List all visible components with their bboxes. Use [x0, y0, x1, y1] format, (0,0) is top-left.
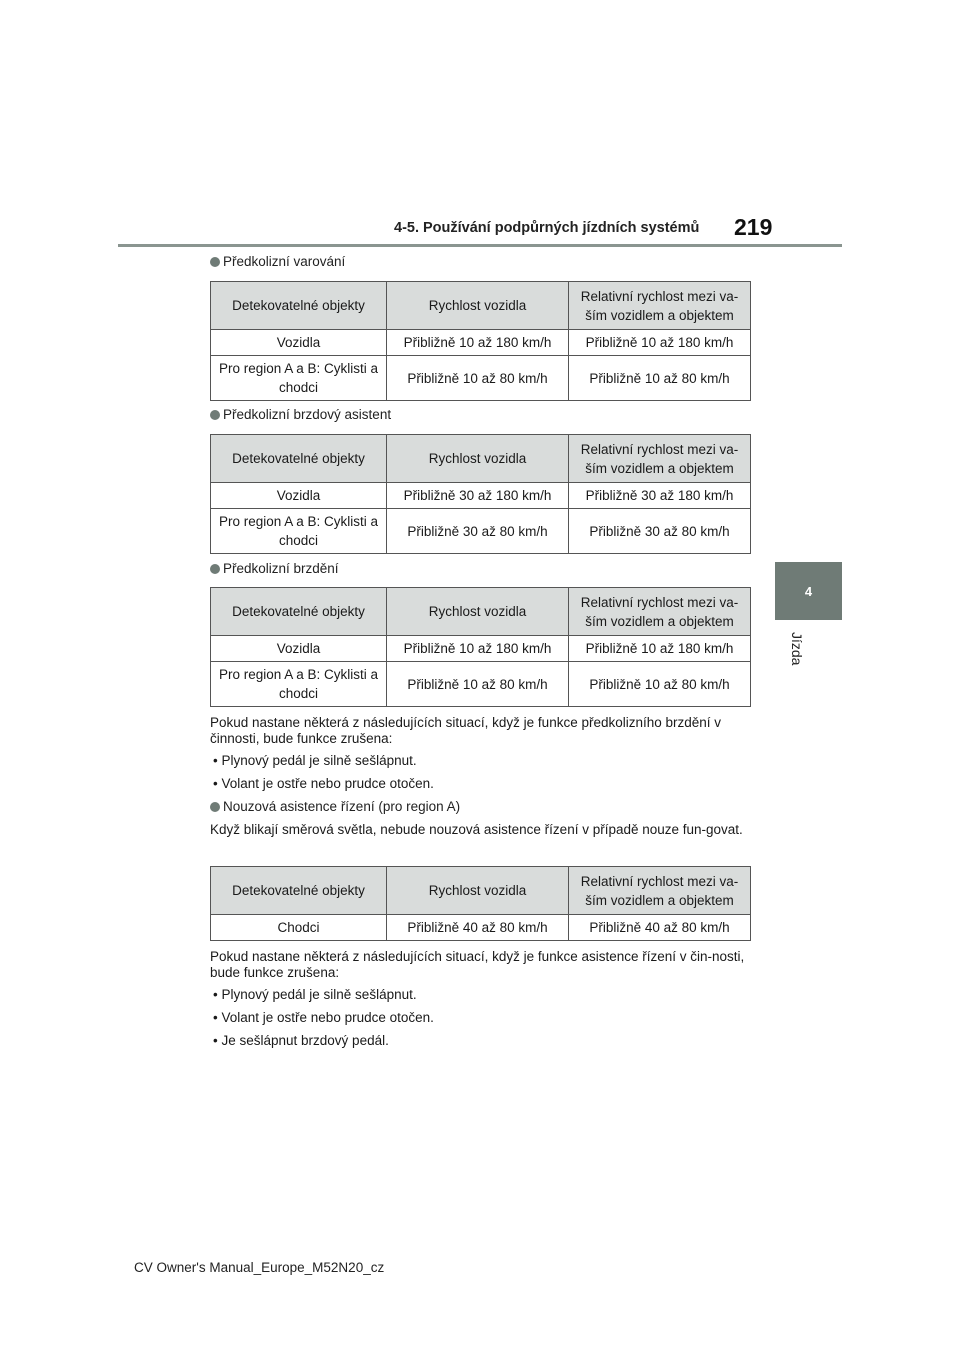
table-row: [211, 509, 751, 554]
section-heading-predkolizni-varovani: [210, 254, 345, 269]
cell-objects: Chodci: [211, 915, 387, 941]
cell-relative-speed: Přibližně 30 až 80 km/h: [569, 509, 751, 554]
section-heading-label: Předkolizní varování: [223, 254, 346, 269]
spec-table-brzdeni: [210, 587, 751, 707]
steering-cancel-intro: Pokud nastane některá z následujících situací, když je funkce asistence řízení v čin-nosti, bude funkce zrušena:: [210, 949, 745, 980]
section-heading-nouzova-asistence: [210, 799, 460, 814]
table-header-row: [211, 282, 751, 330]
list-item: • Je sešlápnut brzdový pedál.: [213, 1033, 389, 1048]
bullet-icon: [210, 257, 220, 267]
cell-vehicle-speed: Přibližně 30 až 80 km/h: [387, 509, 569, 554]
list-item-text: Volant je ostře nebo prudce otočen.: [221, 1010, 434, 1025]
footer-text: CV Owner's Manual_Europe_M52N20_cz: [134, 1260, 385, 1275]
section-heading-brzdovy-asistent: [210, 407, 391, 422]
chapter-tab: [775, 562, 842, 620]
cell-objects: Pro region A a B: Cyklisti a chodci: [211, 509, 387, 554]
table-row: [211, 915, 751, 941]
spec-table-brzdovy-asistent: [210, 434, 751, 554]
bullet-icon: [210, 802, 220, 812]
cell-vehicle-speed: Přibližně 30 až 180 km/h: [387, 483, 569, 509]
section-heading-label: Předkolizní brzdění: [223, 561, 339, 576]
table-header-row: [211, 435, 751, 483]
cell-objects: Vozidla: [211, 483, 387, 509]
list-item-text: Volant je ostře nebo prudce otočen.: [221, 776, 434, 791]
cell-relative-speed: Přibližně 10 až 180 km/h: [569, 636, 751, 662]
cell-relative-speed: Přibližně 10 až 180 km/h: [569, 330, 751, 356]
section-heading-predkolizni-brzdeni: [210, 561, 339, 576]
table-header-row: [211, 867, 751, 915]
cell-relative-speed: Přibližně 10 až 80 km/h: [569, 662, 751, 707]
header-vehicle-speed: Rychlost vozidla: [387, 867, 569, 915]
cell-vehicle-speed: Přibližně 10 až 180 km/h: [387, 330, 569, 356]
header-objects: Detekovatelné objekty: [211, 435, 387, 483]
header-vehicle-speed: Rychlost vozidla: [387, 282, 569, 330]
header-relative-speed: Relativní rychlost mezi va-ším vozidlem a objektem: [569, 282, 751, 330]
header-relative-speed: Relativní rychlost mezi va-ším vozidlem a objektem: [569, 867, 751, 915]
bullet-icon: [210, 410, 220, 420]
cell-vehicle-speed: Přibližně 10 až 80 km/h: [387, 356, 569, 401]
chapter-label: Jízda: [789, 632, 805, 666]
list-item: • Plynový pedál je silně sešlápnut.: [213, 987, 417, 1002]
header-relative-speed: Relativní rychlost mezi va-ším vozidlem a objektem: [569, 588, 751, 636]
cell-relative-speed: Přibližně 30 až 180 km/h: [569, 483, 751, 509]
table-row: [211, 636, 751, 662]
cell-objects: Pro region A a B: Cyklisti a chodci: [211, 356, 387, 401]
list-item-text: Plynový pedál je silně sešlápnut.: [221, 987, 417, 1002]
list-item-text: Je sešlápnut brzdový pedál.: [221, 1033, 389, 1048]
cell-objects: Vozidla: [211, 636, 387, 662]
header-objects: Detekovatelné objekty: [211, 588, 387, 636]
cell-relative-speed: Přibližně 10 až 80 km/h: [569, 356, 751, 401]
section-title: 4-5. Používání podpůrných jízdních systémů: [394, 220, 700, 236]
section-heading-label: Nouzová asistence řízení (pro region A): [223, 799, 461, 814]
chapter-number: 4: [804, 583, 813, 599]
list-item-text: Plynový pedál je silně sešlápnut.: [221, 753, 417, 768]
header-objects: Detekovatelné objekty: [211, 282, 387, 330]
spec-table-nouzova-asistence: [210, 866, 751, 941]
header-vehicle-speed: Rychlost vozidla: [387, 435, 569, 483]
spec-table-varovani: [210, 281, 751, 401]
header-objects: Detekovatelné objekty: [211, 867, 387, 915]
list-item: • Plynový pedál je silně sešlápnut.: [213, 753, 417, 768]
cell-vehicle-speed: Přibližně 10 až 180 km/h: [387, 636, 569, 662]
bullet-icon: [210, 564, 220, 574]
cell-vehicle-speed: Přibližně 10 až 80 km/h: [387, 662, 569, 707]
header-divider: [118, 244, 842, 247]
table-row: [211, 356, 751, 401]
list-item: • Volant je ostře nebo prudce otočen.: [213, 1010, 434, 1025]
cell-relative-speed: Přibližně 40 až 80 km/h: [569, 915, 751, 941]
braking-cancel-intro: Pokud nastane některá z následujících situací, když je funkce předkolizního brzdění v činnosti, bude funkce zrušena:: [210, 715, 722, 746]
header-vehicle-speed: Rychlost vozidla: [387, 588, 569, 636]
table-row: [211, 330, 751, 356]
header-relative-speed: Relativní rychlost mezi va-ším vozidlem a objektem: [569, 435, 751, 483]
cell-objects: Vozidla: [211, 330, 387, 356]
table-row: [211, 483, 751, 509]
table-row: [211, 662, 751, 707]
cell-vehicle-speed: Přibližně 40 až 80 km/h: [387, 915, 569, 941]
page-number: 219: [734, 214, 773, 240]
steering-note: Když blikají směrová světla, nebude nouzová asistence řízení v případě nouze fun-govat.: [210, 822, 743, 837]
table-header-row: [211, 588, 751, 636]
section-heading-label: Předkolizní brzdový asistent: [223, 407, 392, 422]
cell-objects: Pro region A a B: Cyklisti a chodci: [211, 662, 387, 707]
list-item: • Volant je ostře nebo prudce otočen.: [213, 776, 434, 791]
